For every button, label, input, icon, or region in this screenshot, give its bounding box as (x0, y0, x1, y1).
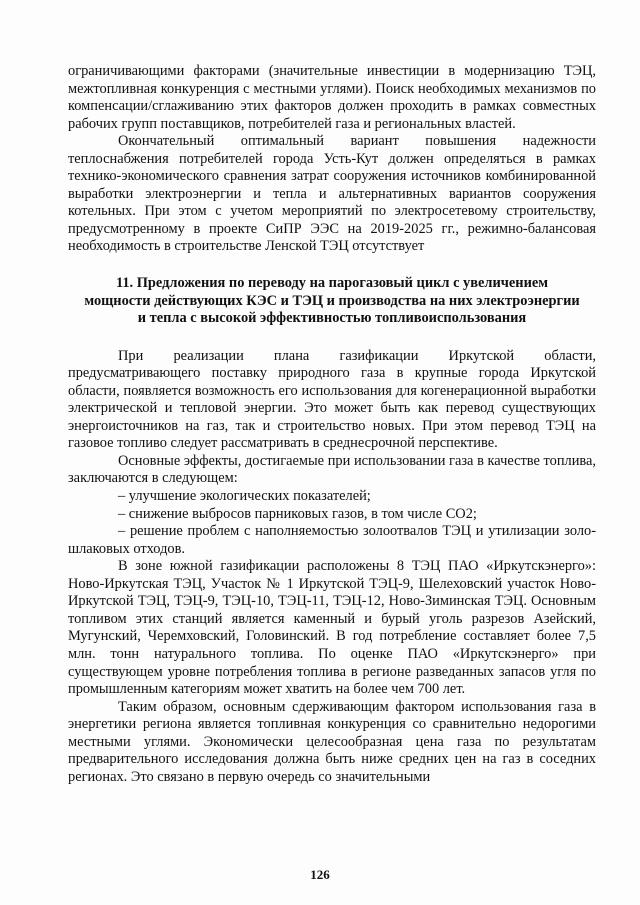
page-body (68, 63, 596, 786)
list-item: – решение проблем с наполняемостью золоотвалов ТЭЦ и утилизации золо-шлаковых отходов. (68, 523, 596, 557)
paragraph-conclusion: Таким образом, основным сдерживающим фактором использования газа в энергетики региона является топливная конкуренция со сравнительно недорогими местными углями. Экономически целесообразная цена газа по результатам предварительного исследования должна быть ниже средних цен на газ в соседних регионах. Это связано в первую очередь со значительными (68, 698, 596, 785)
paragraph-ust-kut: Окончательный оптимальный вариант повышения надежности теплоснабжения потребителей города Усть-Кут должен определяться в рамках технико-экономического сравнения затрат сооружения источников комбинированной выработки электроэнергии и тепла и альтернативных вариантов сооружения котельных. При этом с учетом мероприятий по электросетевому строительству, предусмотренному в проекте СиПР ЭЭС на 2019-2025 гг., режимно-балансовая необходимость в строительстве Ленской ТЭЦ отсутствует (68, 133, 596, 255)
paragraph-chp-plants: В зоне южной газификации расположены 8 ТЭЦ ПАО «Иркутскэнерго»: Ново-Иркутская ТЭЦ, Участок № 1 Иркутской ТЭЦ-9, Шелеховский участок Ново-Иркутской ТЭЦ, ТЭЦ-9, ТЭЦ-10, ТЭЦ-11, ТЭЦ-12, Ново-Зиминская ТЭЦ. Основным топливом этих станций является каменный и бурый уголь разрезов Азейский, Мугунский, Черемховский, Головинский. В год потребление составляет более 7,5 млн. тонн натурального топлива. По оценке ПАО «Иркутскэнерго» при существующем уровне потребления топлива в регионе разведанных запасов угля по промышленным категориям может хватить на более чем 700 лет. (68, 558, 596, 698)
list-item: – улучшение экологических показателей; (118, 488, 371, 505)
list-item: – снижение выбросов парниковых газов, в том числе СО2; (118, 505, 477, 522)
paragraph-effects-intro: Основные эффекты, достигаемые при использовании газа в качестве топлива, заключаются в следующем: (68, 452, 596, 487)
page-number: 126 (310, 867, 330, 882)
section-heading (68, 275, 596, 328)
paragraph-gasification: При реализации плана газификации Иркутской области, предусматривающего поставку природного газа в крупные города Иркутской области, появляется возможность его использования для когенерационной выработки электрической и тепловой энергии. Это может быть как перевод существующих энергоисточников на газ, так и строительство новых. При этом перевод ТЭЦ на газовое топливо следует рассматривать в среднесрочной перспективе. (68, 347, 596, 452)
section-heading-line-1: 11. Предложения по переводу на парогазовый цикл с увеличением (115, 275, 549, 292)
section-heading-line-3: и тепла с высокой эффективностью топливоиспользования (137, 310, 527, 327)
section-heading-line-2: мощности действующих КЭС и ТЭЦ и производства на них электроэнергии (84, 292, 580, 309)
paragraph-continuation: ограничивающими факторами (значительные инвестиции в модернизацию ТЭЦ, межтопливная конкуренция с местными углями). Поиск необходимых механизмов по компенсации/сглаживанию этих факторов должен проходить в рамках совместных рабочих групп поставщиков, потребителей газа и региональных властей. (68, 63, 596, 132)
